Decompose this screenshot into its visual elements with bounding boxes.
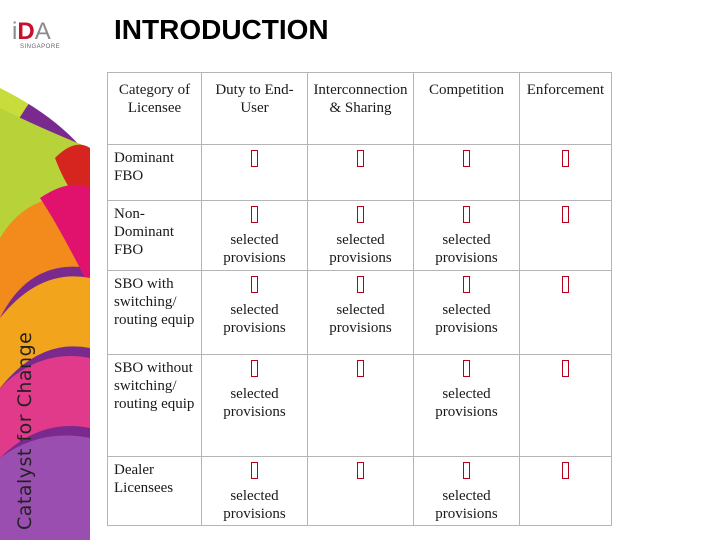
table-cell bbox=[520, 355, 612, 457]
table-cell bbox=[308, 145, 414, 201]
header-duty: Duty to End-User bbox=[202, 73, 308, 145]
table-header-row bbox=[108, 73, 612, 145]
check-mark-icon bbox=[357, 150, 364, 167]
check-mark-icon bbox=[463, 150, 470, 167]
table-cell bbox=[308, 457, 414, 526]
row-category: Non-Dominant FBO bbox=[108, 201, 202, 271]
table-row bbox=[108, 355, 612, 457]
row-category: Dealer Licensees bbox=[108, 457, 202, 526]
table-cell bbox=[520, 271, 612, 355]
table-cell: selected provisions bbox=[202, 355, 308, 457]
header-competition: Competition bbox=[414, 73, 520, 145]
check-mark-icon bbox=[357, 206, 364, 223]
table-cell bbox=[202, 145, 308, 201]
table-cell: selected provisions bbox=[414, 201, 520, 271]
table-cell: selected provisions bbox=[414, 457, 520, 526]
table-cell: selected provisions bbox=[202, 457, 308, 526]
row-category: SBO with switching/ routing equip bbox=[108, 271, 202, 355]
check-mark-icon bbox=[463, 206, 470, 223]
check-mark-icon bbox=[562, 150, 569, 167]
check-mark-icon bbox=[251, 360, 258, 377]
header-interconnection: Interconnection & Sharing bbox=[308, 73, 414, 145]
check-mark-icon bbox=[463, 276, 470, 293]
check-mark-icon bbox=[251, 276, 258, 293]
table-cell: selected provisions bbox=[414, 271, 520, 355]
check-mark-icon bbox=[562, 360, 569, 377]
sidebar-slogan: Catalyst for Change bbox=[14, 331, 36, 530]
table-cell: selected provisions bbox=[308, 271, 414, 355]
check-mark-icon bbox=[357, 360, 364, 377]
table-cell bbox=[308, 355, 414, 457]
check-mark-icon bbox=[251, 462, 258, 479]
check-mark-icon bbox=[251, 150, 258, 167]
check-mark-icon bbox=[357, 462, 364, 479]
table-row bbox=[108, 271, 612, 355]
page-title: INTRODUCTION bbox=[114, 14, 329, 45]
logo-subtext: SINGAPORE bbox=[20, 44, 61, 50]
table-cell: selected provisions bbox=[414, 355, 520, 457]
header-enforcement: Enforcement bbox=[520, 73, 612, 145]
logo-wordmark: iDA bbox=[12, 18, 51, 45]
header-category: Category of Licensee bbox=[108, 73, 202, 145]
table-cell bbox=[520, 457, 612, 526]
check-mark-icon bbox=[463, 462, 470, 479]
table-cell: selected provisions bbox=[308, 201, 414, 271]
table-cell bbox=[414, 145, 520, 201]
table-row bbox=[108, 457, 612, 526]
check-mark-icon bbox=[562, 462, 569, 479]
check-mark-icon bbox=[251, 206, 258, 223]
check-mark-icon bbox=[562, 206, 569, 223]
table-cell bbox=[520, 201, 612, 271]
check-mark-icon bbox=[357, 276, 364, 293]
table-row bbox=[108, 201, 612, 271]
table-row bbox=[108, 145, 612, 201]
row-category: SBO without switching/ routing equip bbox=[108, 355, 202, 457]
ida-logo bbox=[12, 20, 72, 54]
table-cell bbox=[520, 145, 612, 201]
table-cell: selected provisions bbox=[202, 271, 308, 355]
check-mark-icon bbox=[562, 276, 569, 293]
row-category: Dominant FBO bbox=[108, 145, 202, 201]
table-cell: selected provisions bbox=[202, 201, 308, 271]
licensee-obligations-table bbox=[107, 72, 612, 526]
check-mark-icon bbox=[463, 360, 470, 377]
